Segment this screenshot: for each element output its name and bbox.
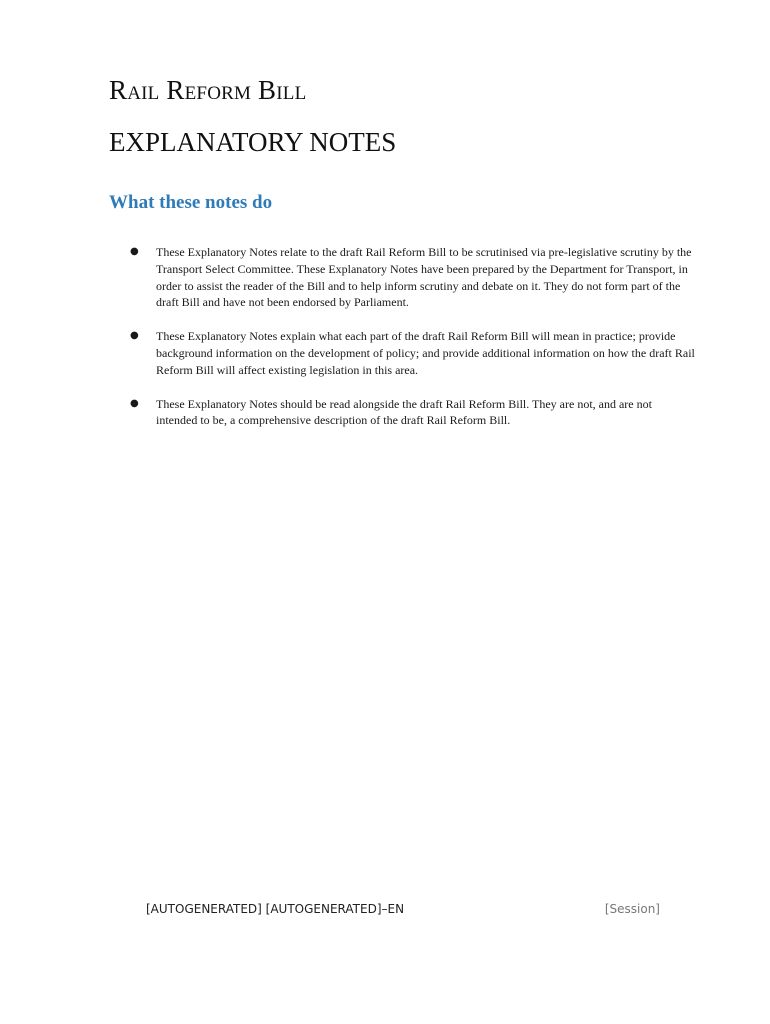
list-item [130,396,695,430]
paragraph-text: These Explanatory Notes relate to the draft Rail Reform Bill to be scrutinised via pre-legislative scrutiny by the Transport Select Committee. These Explanatory Notes have been prepared by the Department for Transport, in order to assist the reader of the Bill and to help inform scrutiny and debate on it. They do not form part of the draft Bill and have not been endorsed by Parliament. [156,245,692,310]
bullet-icon: ● [130,397,139,409]
bullet-icon: ● [130,330,139,342]
paragraph-text: These Explanatory Notes should be read alongside the draft Rail Reform Bill. They are not, and are not intended to be, a comprehensive description of the draft Rail Reform Bill. [156,396,652,428]
list-item [130,328,695,378]
section-heading: What these notes do [109,192,273,213]
bullet-icon: ● [130,246,139,257]
list-item [130,244,695,311]
document-subtitle: EXPLANATORY NOTES [109,127,397,157]
page-title: Rail Reform Bill [109,75,307,105]
paragraph-text: These Explanatory Notes explain what each part of the draft Rail Reform Bill will mean in practice; provide background information on the development of policy; and provide additional information on how the draft Rail Reform Bill will affect existing legislation in this area. [156,329,695,377]
footer-session: [Session] [604,902,660,916]
notes-list [130,244,695,446]
footer-reference: [AUTOGENERATED] [AUTOGENERATED]–EN [146,902,405,916]
